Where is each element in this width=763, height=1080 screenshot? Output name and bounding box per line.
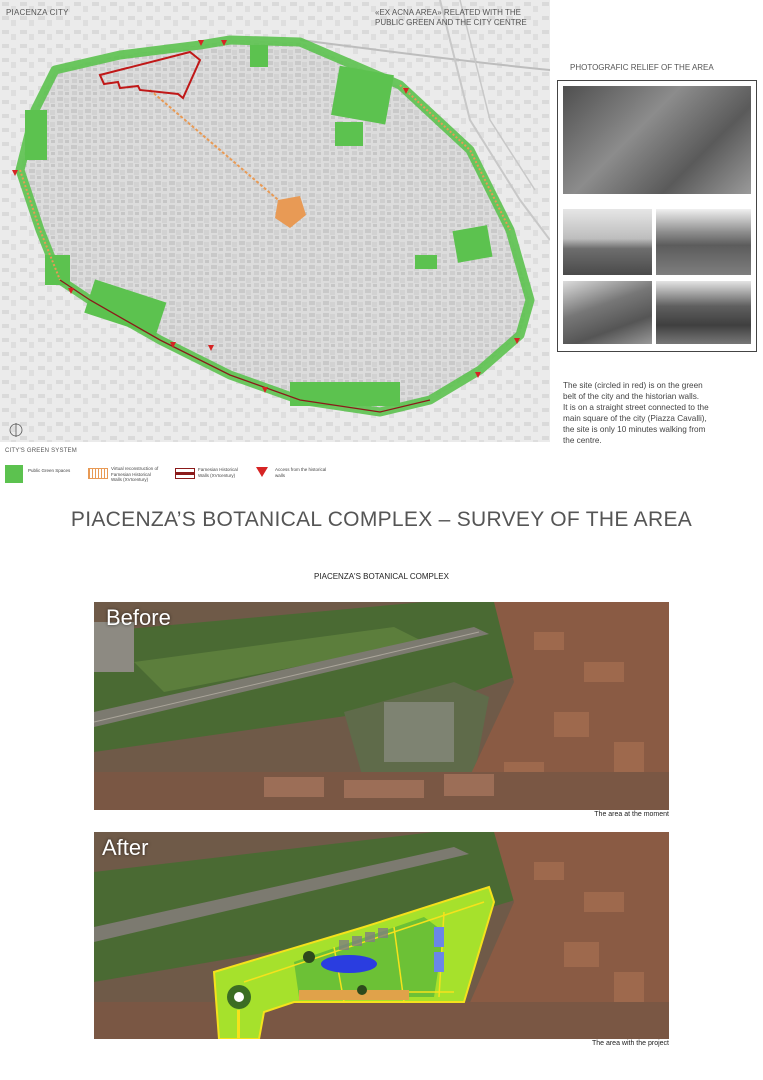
photo-panel [557,80,757,352]
after-aerial-drawing [94,832,669,1039]
park-green-area [250,45,268,67]
legend-swatch-green [5,465,23,483]
park-green-area [25,110,47,160]
after-aerial-image [94,832,669,1039]
page-title: PIACENZA’S BOTANICAL COMPLEX – SURVEY OF THE AREA [70,508,693,531]
park-green-area [415,255,437,269]
legend-text-line: Walls (XVIcentury) [198,472,236,478]
project-pergola [299,990,409,1000]
legend-text-line: Farnesian Historical [198,467,238,472]
before-label: Before [106,605,171,630]
site-description [563,380,758,446]
legend-farnesian-walls [198,467,238,478]
legend-text-line: Farnesian Historical [111,471,151,477]
before-caption: The area at the moment [594,811,669,818]
site-description-line: main square of the city (Piazza Cavalli), [563,414,707,423]
site-description-line: the centre. [563,436,602,445]
site-description-line: The site (circled in red) is on the green [563,381,703,390]
legend-text-line: walls [275,472,286,478]
after-label: After [102,835,149,860]
before-aerial-drawing [94,602,669,810]
site-description-line: It is on a straight street connected to the [563,403,709,412]
site-photo [563,281,652,344]
project-pond [321,955,377,973]
legend-virtual-walls [111,466,158,483]
map-title: PIACENZA CITY [6,8,69,17]
context-title-line2: PUBLIC GREEN AND THE CITY CENTRE [375,18,527,27]
site-photo [563,209,652,275]
park-green-area [331,66,394,125]
legend-text-line: Virtual reconstruction of [111,466,159,471]
legend-access [275,467,326,478]
site-photo [656,281,751,344]
access-triangle-icon [256,467,268,477]
site-photo [656,209,751,275]
legend-text-line: Access from the historical [275,467,327,472]
legend-swatch-farnesian-walls [175,468,195,479]
aerial-photo [563,86,751,194]
park-green-area [290,382,400,406]
site-description-line: the site is only 10 minutes walking from [563,425,706,434]
photo-panel-title: PHOTOGRAFIC RELIEF OF THE AREA [570,63,714,72]
legend-public-green: Public Green Spaces [28,468,71,473]
green-system-label: CITY'S GREEN SYSTEM [5,448,77,454]
context-title [375,8,527,28]
park-green-area [452,225,492,263]
park-green-area [335,122,363,146]
before-aerial-image [94,602,669,810]
legend-swatch-virtual-walls [88,468,108,479]
section-subtitle: PIACENZA'S BOTANICAL COMPLEX [314,572,449,581]
legend-text-line: Walls (XVIcentury) [111,477,149,482]
after-caption: The area with the project [591,1040,669,1047]
context-title-line1: «EX ACNA AREA» RELATED WITH THE [375,8,521,17]
site-description-line: belt of the city and the historian walls. [563,392,700,401]
park-green-area [45,255,70,285]
city-map [0,0,550,442]
city-map-drawing [0,0,550,442]
